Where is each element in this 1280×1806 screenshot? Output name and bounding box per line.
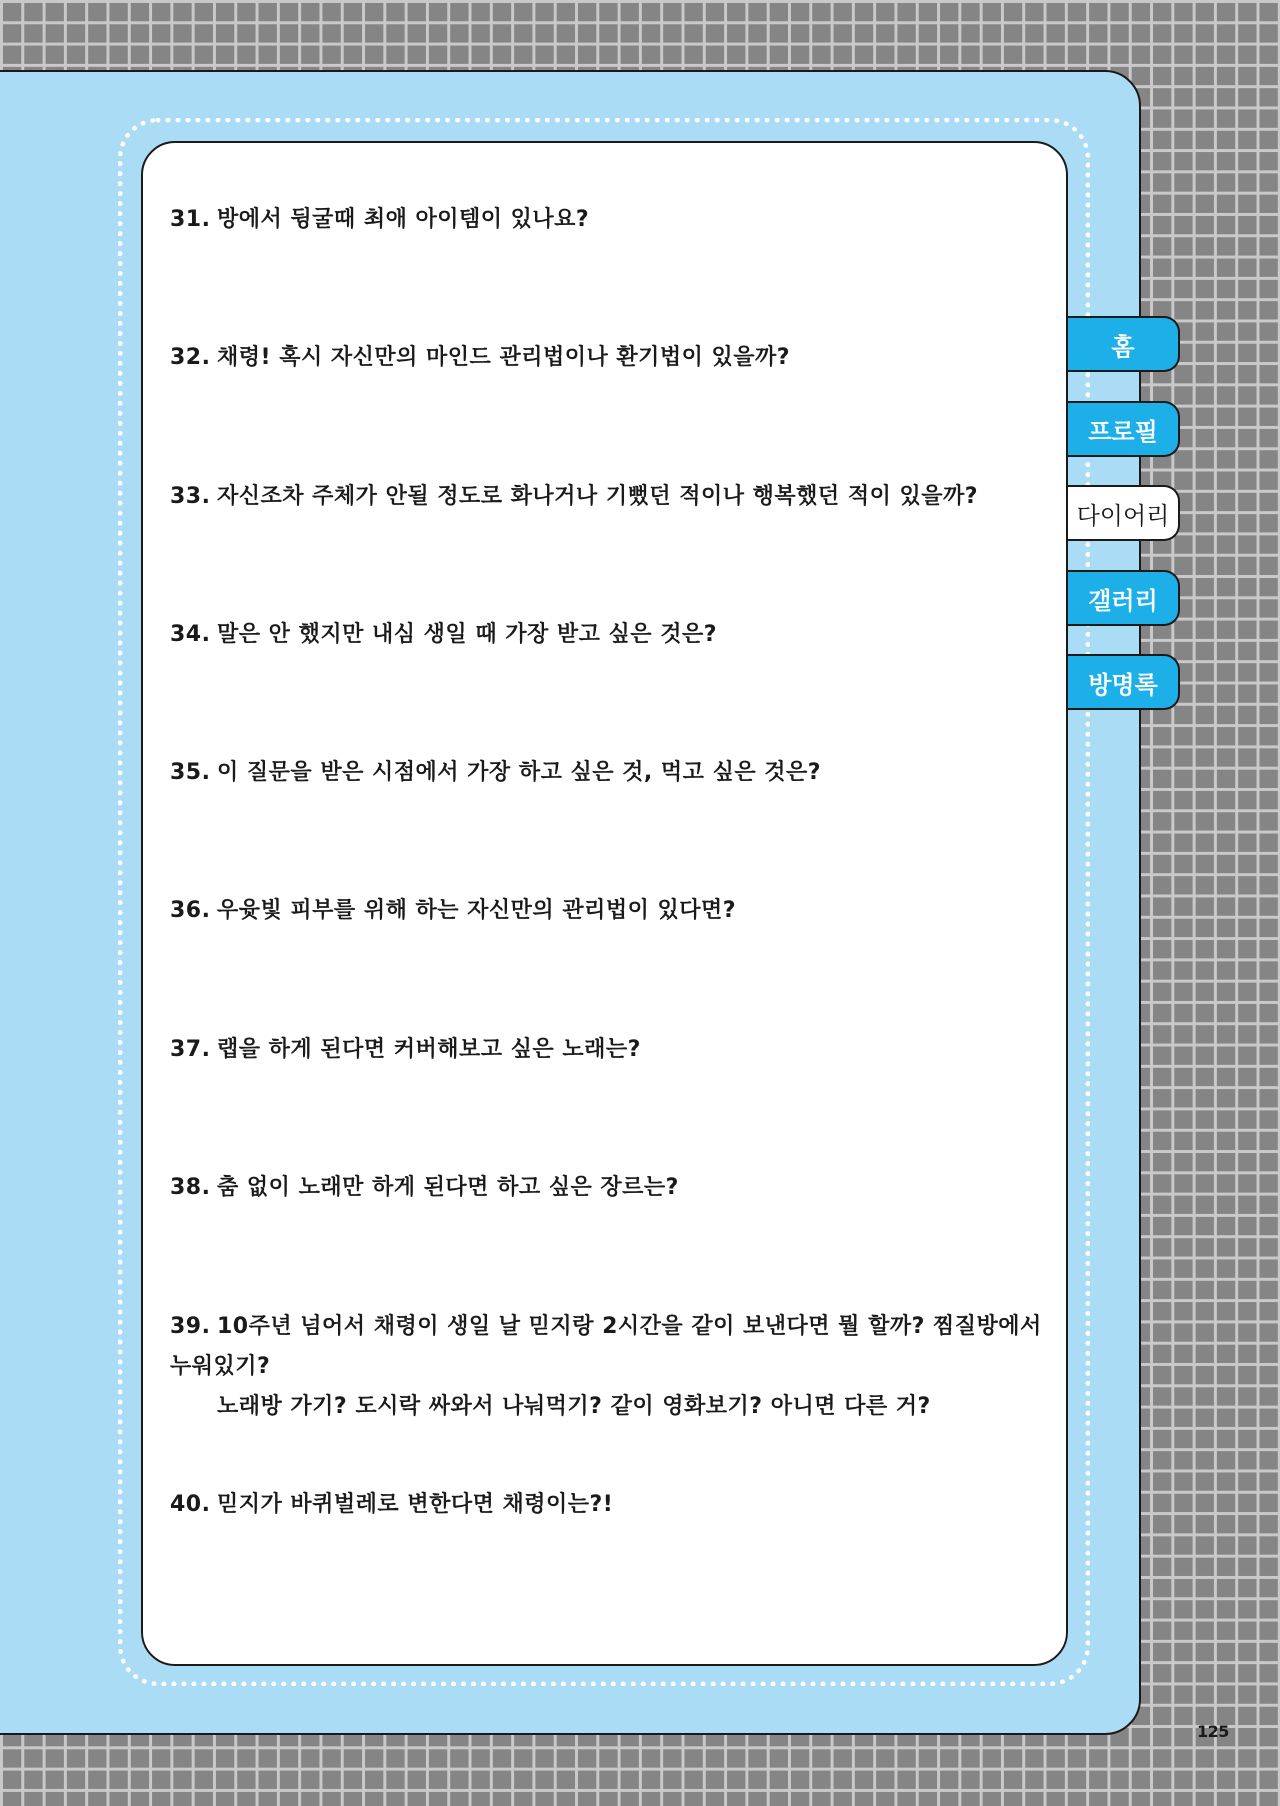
question-text: 랩을 하게 된다면 커버해보고 싶은 노래는? — [217, 1037, 641, 1062]
question-text: 자신조차 주체가 안될 정도로 화나거나 기뻤던 적이나 행복했던 적이 있을까? — [217, 484, 979, 509]
question-35 — [170, 753, 1050, 793]
question-31 — [170, 200, 1050, 240]
question-text: 춤 없이 노래만 하게 된다면 하고 싶은 장르는? — [217, 1175, 679, 1200]
question-36 — [170, 891, 1050, 931]
question-text-continued: 노래방 가기? 도시락 싸와서 나눠먹기? 같이 영화보기? 아니면 다른 거? — [217, 1394, 931, 1419]
question-text: 방에서 뒹굴때 최애 아이템이 있나요? — [217, 207, 590, 232]
question-39 — [170, 1307, 1050, 1427]
question-38 — [170, 1168, 1050, 1208]
question-number: 35. — [170, 760, 211, 785]
tab-diary[interactable]: 다이어리 — [1068, 485, 1180, 541]
tab-guestbook[interactable]: 방명록 — [1068, 654, 1180, 710]
question-text: 이 질문을 받은 시점에서 가장 하고 싶은 것, 먹고 싶은 것은? — [217, 760, 822, 785]
tab-gallery[interactable]: 갤러리 — [1068, 570, 1180, 626]
question-text: 믿지가 바퀴벌레로 변한다면 채령이는?! — [217, 1492, 614, 1517]
question-37 — [170, 1030, 1050, 1070]
tab-profile[interactable]: 프로필 — [1068, 401, 1180, 457]
question-text: 말은 안 했지만 내심 생일 때 가장 받고 싶은 것은? — [217, 622, 717, 647]
question-number: 37. — [170, 1037, 211, 1062]
question-number: 38. — [170, 1175, 211, 1200]
question-number: 40. — [170, 1492, 211, 1517]
question-number: 31. — [170, 207, 211, 232]
question-number: 33. — [170, 484, 211, 509]
question-32 — [170, 338, 1050, 378]
question-number: 32. — [170, 345, 211, 370]
tab-home[interactable]: 홈 — [1068, 316, 1180, 372]
question-40 — [170, 1485, 1050, 1525]
question-33 — [170, 477, 1050, 517]
question-number: 34. — [170, 622, 211, 647]
question-text: 10주년 넘어서 채령이 생일 날 믿지랑 2시간을 같이 보낸다면 뭘 할까? 찜질방에서 누워있기? — [170, 1314, 1042, 1379]
question-text: 우윳빛 피부를 위해 하는 자신만의 관리법이 있다면? — [217, 898, 737, 923]
page-number: 125 — [1197, 1722, 1229, 1741]
question-number: 36. — [170, 898, 211, 923]
question-34 — [170, 615, 1050, 655]
question-number: 39. — [170, 1314, 211, 1339]
question-text: 채령! 혹시 자신만의 마인드 관리법이나 환기법이 있을까? — [217, 345, 791, 370]
